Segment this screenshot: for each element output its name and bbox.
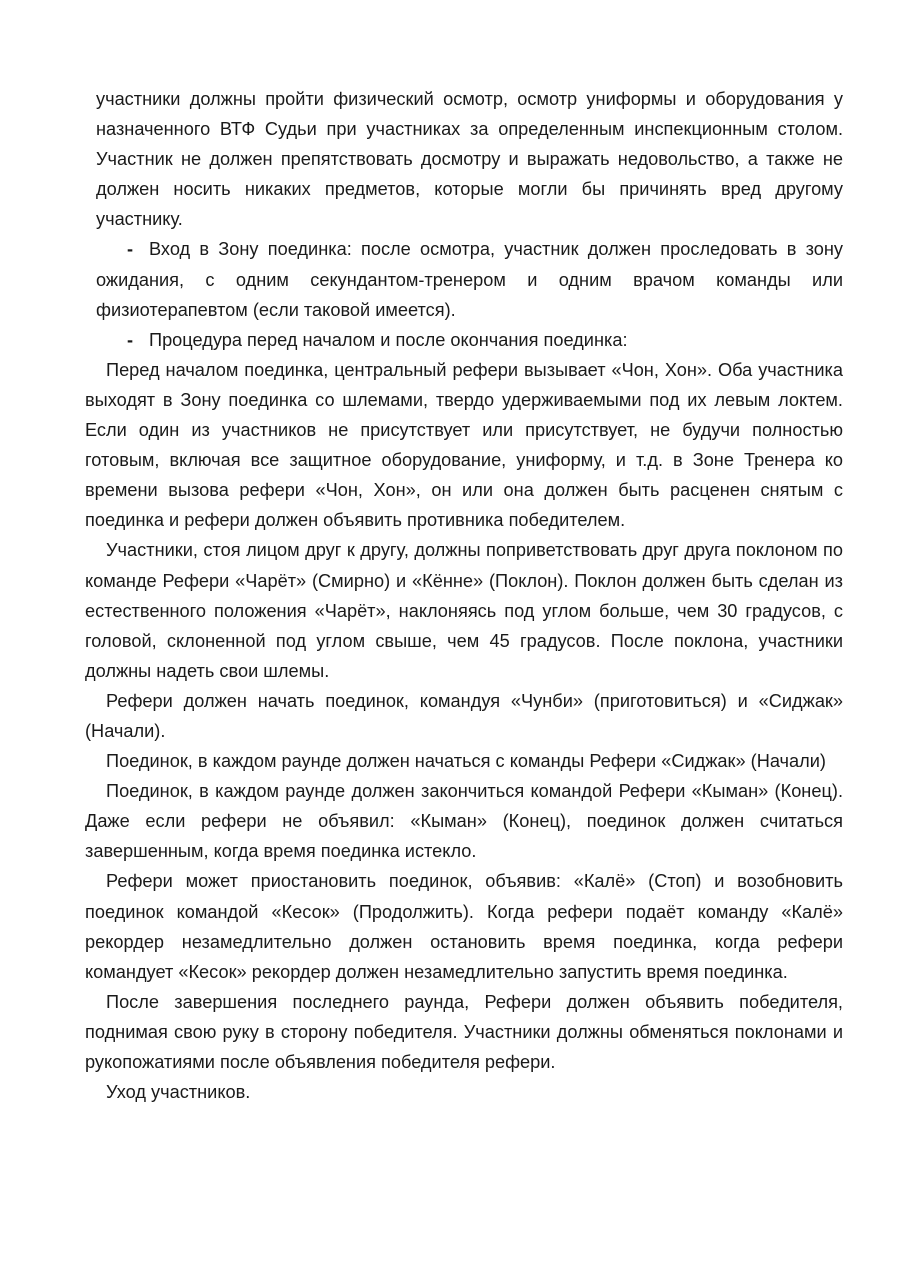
paragraph-pause: Рефери может приостановить поединок, объявив: «Калё» (Стоп) и возобновить поединок командой «Кесок» (Продолжить). Когда рефери подаёт команду «Калё» рекордер незамедлительно должен остановить время поединка, когда рефери командует «Кесок» рекордер должен незамедлительно запустить время поединка. — [85, 871, 843, 982]
bullet-item-procedure-text: Процедура перед началом и после окончания поединка: — [149, 329, 628, 350]
paragraph-start: Рефери должен начать поединок, командуя «Чунби» (приготовиться) и «Сиджак» (Начали). — [85, 690, 843, 741]
bullet-item-procedure — [85, 325, 843, 355]
paragraph-call: Перед началом поединка, центральный рефери вызывает «Чон, Хон». Оба участника выходят в Зону поединка со шлемами, твердо удерживаемыми под их левым локтем. Если один из участников не присутствует или присутствует, не будучи полностью готовым, включая все защитное оборудование, униформу, и т.д. в Зоне Тренера ко времени вызова рефери «Чон, Хон», он или она должен быть расценен снятым с поединка и рефери должен объявить противника победителем. — [85, 359, 843, 531]
paragraph-inspection: участники должны пройти физический осмотр, осмотр униформы и оборудования у назначенного ВТФ Судьи при участниках за определенным инспекционным столом. Участник не должен препятствовать досмотру и выражать недовольство, а также не должен носить никаких предметов, которые могли бы причинять вред другому участнику. — [96, 89, 843, 230]
bullet-dash: - — [127, 239, 134, 260]
paragraph-winner: После завершения последнего раунда, Рефери должен объявить победителя, поднимая свою руку в сторону победителя. Участники должны обменяться поклонами и рукопожатиями после объявления победителя рефери. — [85, 991, 843, 1072]
paragraph-exit: Уход участников. — [106, 1082, 251, 1103]
paragraph-bow: Участники, стоя лицом друг к другу, должны поприветствовать друг друга поклоном по команде Рефери «Чарёт» (Смирно) и «Кённе» (Поклон). Поклон должен быть сделан из естественного положения «Чарёт», наклоняясь под углом больше, чем 30 градусов, с головой, склоненной под углом свыше, чем 45 градусов. После поклона, участники должны надеть свои шлемы. — [85, 540, 843, 681]
bullet-item-entry — [85, 234, 843, 324]
bullet-dash: - — [127, 329, 134, 350]
document-body — [85, 84, 843, 1107]
paragraph-round-start: Поединок, в каждом раунде должен начаться с команды Рефери «Сиджак» (Начали) — [106, 751, 826, 772]
paragraph-round-end: Поединок, в каждом раунде должен закончиться командой Рефери «Кыман» (Конец). Даже если рефери не объявил: «Кыман» (Конец), поединок должен считаться завершенным, когда время поединка истекло. — [85, 781, 843, 862]
bullet-item-entry-text: Вход в Зону поединка: после осмотра, участник должен проследовать в зону ожидания, с одним секундантом-тренером и одним врачом команды или физиотерапевтом (если таковой имеется). — [96, 239, 843, 320]
